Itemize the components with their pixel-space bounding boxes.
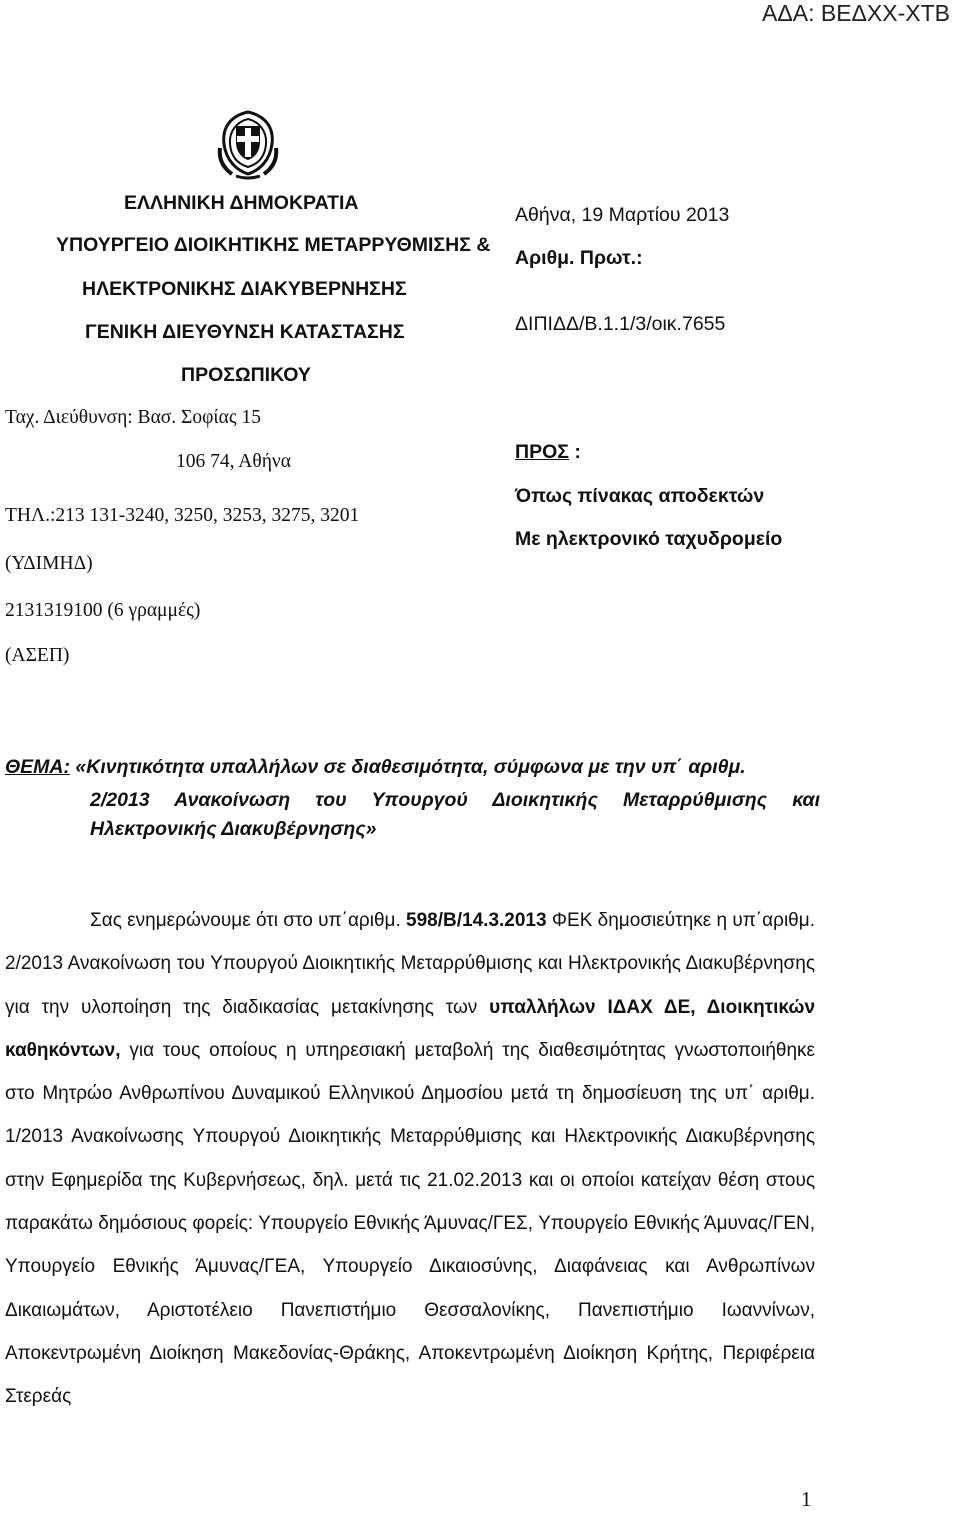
recipient-heading	[515, 441, 581, 464]
recipient-line-1: Όπως πίνακας αποδεκτών	[515, 485, 765, 507]
subject-label: ΘΕΜΑ:	[5, 756, 70, 778]
org-line-4: ΓΕΝΙΚΗ ΔΙΕΥΘΥΝΣΗ ΚΑΤΑΣΤΑΣΗΣ	[85, 321, 405, 343]
ada-code: ΑΔΑ: ΒΕΔΧΧ-ΧΤΒ	[762, 0, 950, 26]
body-part-3: για τους οποίους η υπηρεσιακή μεταβολή της διαθεσιμότητας γνωστοποιήθηκε στο Μητρώο Ανθρωπίνου Δυναμικού Ελληνικού Δημοσίου μετά τη δημοσίευση της υπ΄ αριθμ. 1/2013 Ανακοίνωσης Υπουργού Διοικητικής Μεταρρύθμισης και Ηλεκτρονικής Διακυβέρνησης στην Εφημερίδα της Κυβερνήσεως, δηλ. μετά τις 21.02.2013 και οι οποίοι κατείχαν θέση στους παρακάτω δημόσιους φορείς: Υπουργείο Εθνικής Άμυνας/ΓΕΣ, Υπουργείο Εθνικής Άμυνας/ΓΕΝ, Υπουργείο Εθνικής Άμυνας/ΓΕΑ, Υπουργείο Δικαιοσύνης, Διαφάνειας και Ανθρωπίνων Δικαιωμάτων, Αριστοτέλειο Πανεπιστήμιο Θεσσαλονίκης, Πανεπιστήμιο Ιωαννίνων, Αποκεντρωμένη Διοίκηση Μακεδονίας-Θράκης, Αποκεντρωμένη Διοίκηση Κρήτης, Περιφέρεια Στερεάς	[5, 1039, 815, 1408]
recipient-line-2: Με ηλεκτρονικό ταχυδρομείο	[515, 528, 783, 550]
protocol-label: Αριθμ. Πρωτ.:	[515, 247, 643, 269]
body-fek-reference: 598/Β/14.3.2013	[406, 910, 547, 931]
address-street: Ταχ. Διεύθυνση: Βασ. Σοφίας 15	[5, 407, 261, 428]
recipient-colon: :	[568, 441, 581, 463]
body-part-1: Σας ενημερώνουμε ότι στο υπ΄αριθμ.	[90, 910, 407, 931]
subject-continuation: 2/2013 Ανακοίνωση του Υπουργού Διοικητικής Μεταρρύθμισης και Ηλεκτρονικής Διακυβέρνησης»	[90, 789, 820, 840]
subject-title-start: «Κινητικότητα υπαλλήλων σε διαθεσιμότητα, σύμφωνα με την υπ΄ αριθμ.	[70, 756, 746, 778]
recipient-label: ΠΡΟΣ	[515, 441, 569, 463]
address-phone-2: 2131319100 (6 γραμμές)	[5, 600, 201, 621]
protocol-number: ΔΙΠΙΔΔ/Β.1.1/3/οικ.7655	[515, 313, 726, 335]
body-part-2: ΦΕΚ δημοσιεύτηκε η υπ΄αριθμ. 2/2013 Ανακοίνωση του Υπουργού Διοικητικής Μεταρρύθμισης και Ηλεκτρονικής Διακυβέρνησης για την υλοποίηση της διαδικασίας μετακίνησης των	[5, 910, 815, 1018]
address-city: 106 74, Αθήνα	[176, 451, 291, 472]
subject-first-line	[5, 756, 746, 779]
org-line-3: ΗΛΕΚΤΡΟΝΙΚΗΣ ΔΙΑΚΥΒΕΡΝΗΣΗΣ	[82, 278, 407, 300]
address-phone-note-1: (ΥΔΙΜΗΔ)	[5, 553, 93, 574]
org-line-1: ΕΛΛΗΝΙΚΗ ΔΗΜΟΚΡΑΤΙΑ	[124, 192, 359, 214]
document-date: Αθήνα, 19 Μαρτίου 2013	[515, 204, 730, 226]
page-number: 1	[801, 1487, 812, 1511]
address-phone-note-2: (ΑΣΕΠ)	[5, 645, 70, 666]
body-employee-category: υπαλλήλων ΙΔΑΧ ΔΕ, Διοικητικών καθηκόντων,	[5, 996, 816, 1061]
org-line-5: ΠΡΟΣΩΠΙΚΟΥ	[181, 364, 311, 386]
org-line-2: ΥΠΟΥΡΓΕΙΟ ΔΙΟΙΚΗΤΙΚΗΣ ΜΕΤΑΡΡΥΘΜΙΣΗΣ &	[56, 234, 491, 256]
greek-emblem-icon	[216, 108, 280, 180]
body-paragraph	[5, 899, 815, 1419]
address-phone: ΤΗΛ.:213 131-3240, 3250, 3253, 3275, 3201	[5, 505, 360, 526]
